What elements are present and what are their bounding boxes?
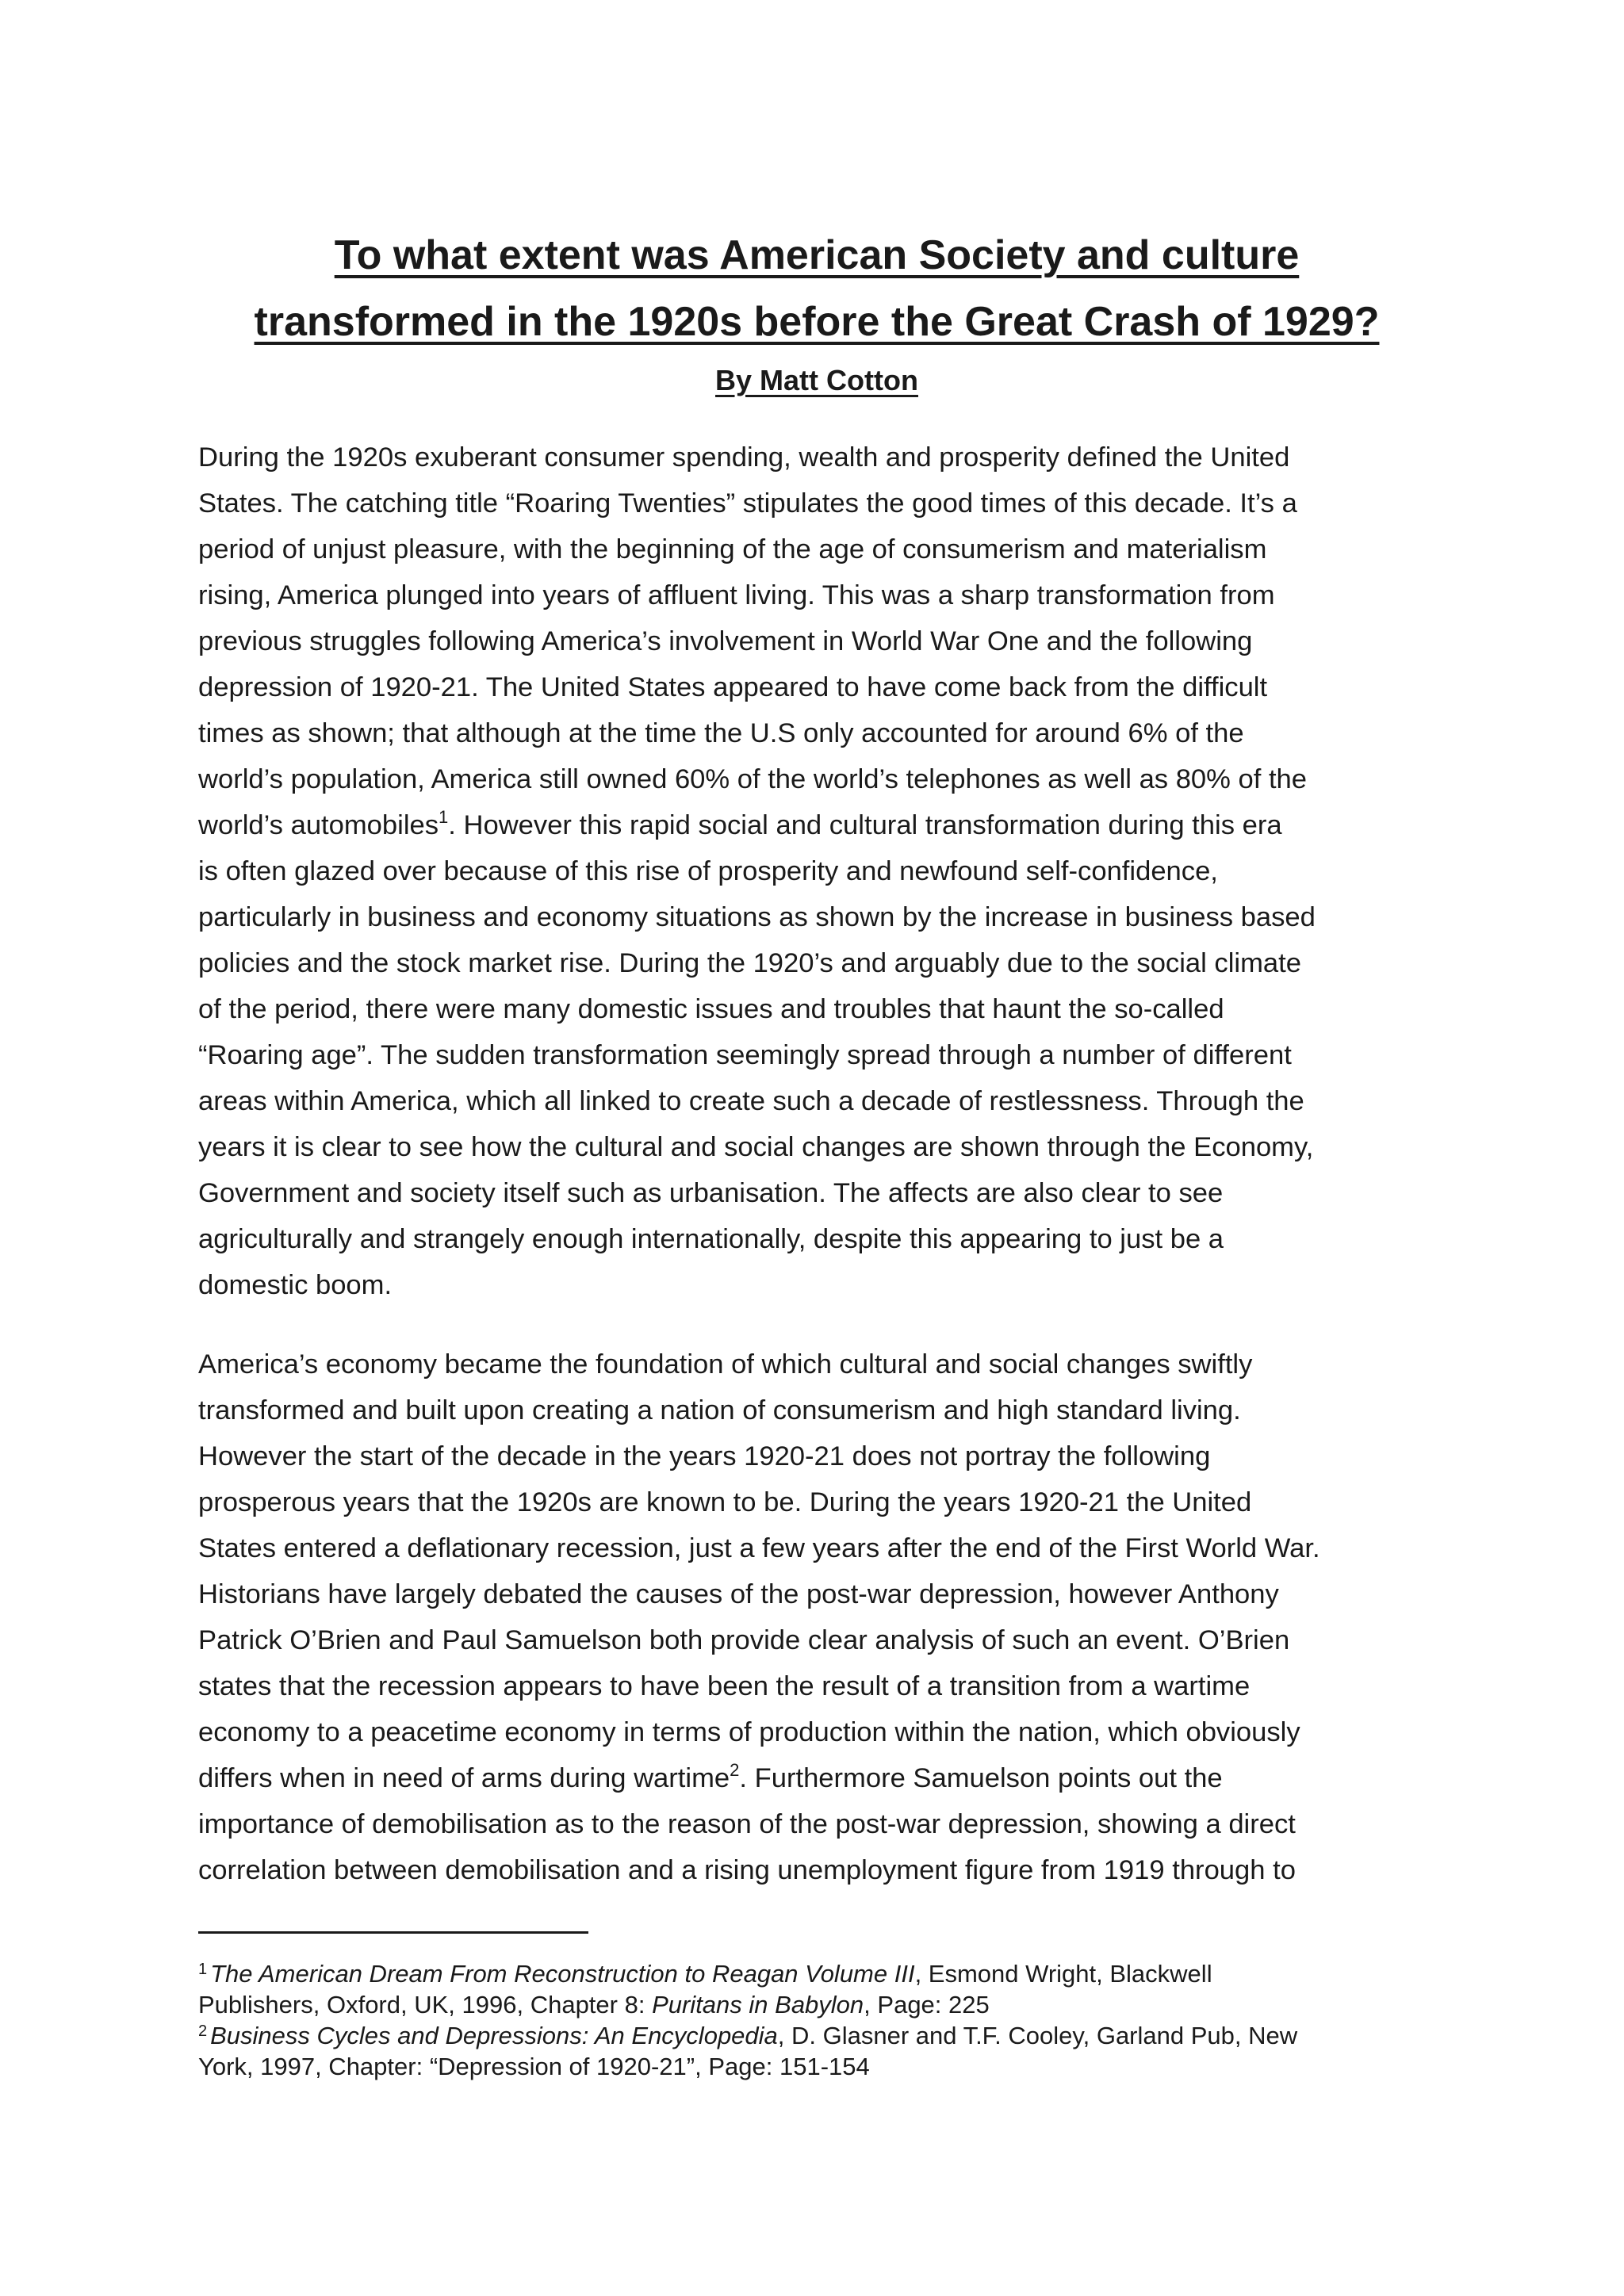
paragraph-line: times as shown; that although at the time the U.S only accounted for around 6% of the [198,718,1244,748]
footnote-text: Publishers, Oxford, UK, 1996, Chapter 8: [198,1991,653,2019]
paragraph-line: areas within America, which all linked to create such a decade of restlessness. Through the [198,1086,1304,1116]
paragraph-line: prosperous years that the 1920s are known to be. During the years 1920-21 the United [198,1487,1252,1517]
paragraph-line: states that the recession appears to have been the result of a transition from a wartime [198,1671,1251,1701]
footnote-1-line-1 [198,1958,1435,1989]
paragraph-line: of the period, there were many domestic issues and troubles that haunt the so-called [198,994,1224,1024]
footnote-number: 1 [198,1961,208,1978]
paragraph-line: world’s population, America still owned 60% of the world’s telephones as well as 80% of the [198,764,1308,794]
paragraph-line: rising, America plunged into years of affluent living. This was a sharp transformation from [198,580,1275,610]
paragraph-line: period of unjust pleasure, with the beginning of the age of consumerism and materialism [198,534,1267,564]
footnote-2-line-2: York, 1997, Chapter: “Depression of 1920-21”, Page: 151-154 [198,2053,870,2080]
paragraph-2 [198,1341,1435,1893]
footnote-1-line-2 [198,1989,1435,2020]
paragraph-line: “Roaring age”. The sudden transformation seemingly spread through a number of different [198,1040,1292,1070]
paragraph-1 [198,434,1435,1308]
paragraph-line: However the start of the decade in the years 1920-21 does not portray the following [198,1441,1211,1471]
paragraph-line: America’s economy became the foundation of which cultural and social changes swiftly [198,1349,1253,1380]
paragraph-line: correlation between demobilisation and a rising unemployment figure from 1919 through to [198,1855,1296,1885]
paragraph-line: years it is clear to see how the cultural and social changes are shown through the Economy, [198,1132,1314,1162]
paragraph-line: States. The catching title “Roaring Twenties” stipulates the good times of this decade. It’s a [198,488,1297,519]
paragraph-line: Historians have largely debated the causes of the post-war depression, however Anthony [198,1579,1279,1609]
title-line-1: To what extent was American Society and culture [334,232,1300,278]
paragraph-line: States entered a deflationary recession, just a few years after the end of the First World War. [198,1533,1320,1563]
paragraph-line: Patrick O’Brien and Paul Samuelson both provide clear analysis of such an event. O’Brien [198,1625,1290,1655]
paragraph-line: transformed and built upon creating a nation of consumerism and high standard living. [198,1395,1241,1425]
paragraph-line: agriculturally and strangely enough internationally, despite this appearing to just be a [198,1224,1224,1254]
footnote-2-line-1 [198,2020,1435,2051]
paragraph-line: previous struggles following America’s involvement in World War One and the following [198,626,1253,656]
paragraph-text: world’s automobiles [198,810,439,840]
footnote-book-title: The American Dream From Reconstruction to Reagan Volume III [210,1960,915,1988]
paragraph-line: particularly in business and economy situations as shown by the increase in business based [198,902,1316,932]
author-byline: By Matt Cotton [715,364,918,396]
paragraph-line: is often glazed over because of this rise of prosperity and newfound self-confidence, [198,856,1218,886]
title-line-2: transformed in the 1920s before the Great Crash of 1929? [254,298,1380,345]
paragraph-line: During the 1920s exuberant consumer spending, wealth and prosperity defined the United [198,442,1290,473]
paragraph-text: . However this rapid social and cultural transformation during this era [448,810,1282,840]
footnote-ref-2[interactable]: 2 [730,1760,740,1780]
paragraph-line: importance of demobilisation as to the reason of the post-war depression, showing a direct [198,1809,1296,1839]
footnote-ref-1[interactable]: 1 [439,807,449,827]
paragraph-line: domestic boom. [198,1270,393,1300]
footnotes [198,1958,1435,2082]
paragraph-line: policies and the stock market rise. During the 1920’s and arguably due to the social climate [198,948,1301,978]
paragraph-text: . Furthermore Samuelson points out the [739,1763,1223,1793]
footnote-text: , Page: 225 [864,1991,990,2019]
paragraph-line: economy to a peacetime economy in terms of production within the nation, which obviously [198,1717,1300,1747]
footnote-number: 2 [198,2022,208,2040]
document-title [182,222,1451,355]
paragraph-text: differs when in need of arms during wartime [198,1763,730,1793]
paragraph-line: Government and society itself such as urbanisation. The affects are also clear to see [198,1178,1224,1208]
paragraph-line: depression of 1920-21. The United States appeared to have come back from the difficult [198,672,1268,702]
footnote-text: , D. Glasner and T.F. Cooley, Garland Pub, New [777,2022,1298,2049]
paragraph-line [198,1755,1435,1801]
paragraph-line [198,802,1435,848]
footnote-separator [198,1931,588,1934]
footnote-chapter-title: Puritans in Babylon [652,1991,864,2019]
footnote-text: , Esmond Wright, Blackwell [914,1960,1212,1988]
footnote-book-title: Business Cycles and Depressions: An Encyclopedia [210,2022,778,2049]
